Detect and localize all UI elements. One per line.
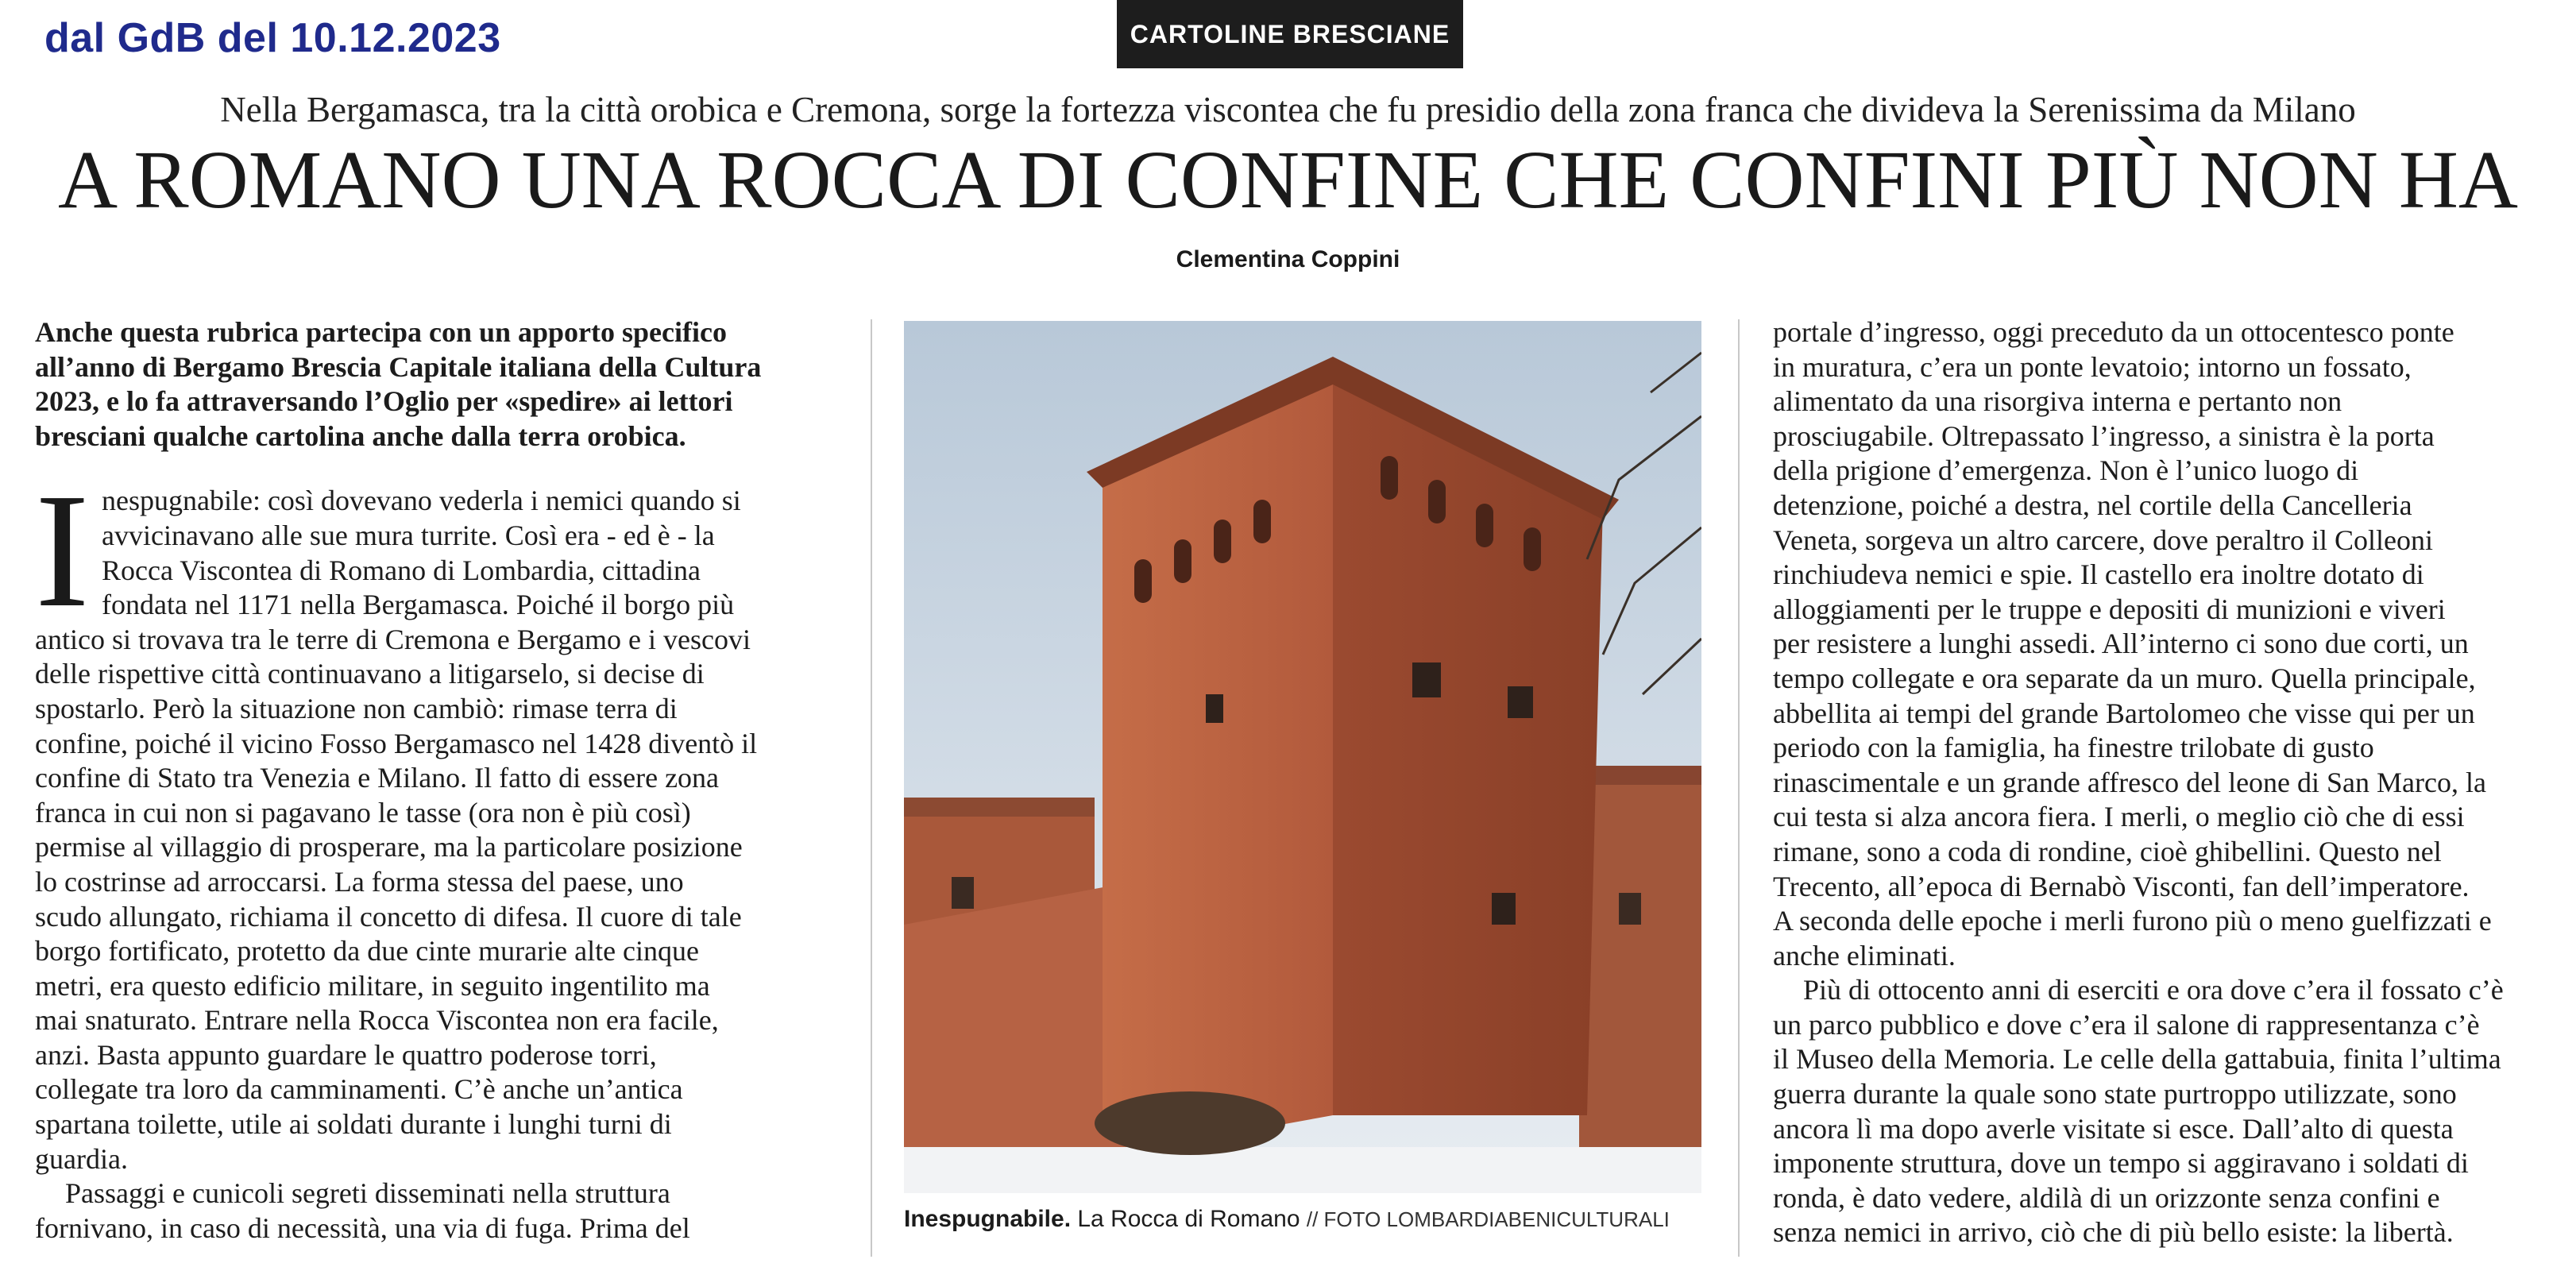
text-line: A seconda delle epoche i merli furono più o meno guelfizzati e [1773,905,2492,937]
text-line: senza nemici in arrivo, ciò che di più bello esiste: la libertà. [1773,1216,2454,1249]
body-right-paragraph-1 [1773,315,2567,973]
text-line: abbellita ai tempi del grande Bartolomeo che visse qui per un [1773,697,2475,729]
column-rule-left [871,319,872,1257]
text-line: Trecento, all’epoca di Bernabò Visconti, fan dell’imperatore. [1773,870,2470,902]
text-line: permise al villaggio di prosperare, ma la particolare posizione [35,831,743,863]
lead-paragraph [35,315,837,454]
text-line: scudo allungato, richiama il concetto di difesa. Il cuore di tale [35,900,742,933]
text-line: per resistere a lunghi assedi. All’interno ci sono due corti, un [1773,628,2469,660]
body-left-paragraph-1 [35,623,837,1177]
text-line: 2023, e lo fa attraversando l’Oglio per «spedire» ai lettori [35,385,733,418]
text-line: spostarlo. Però la situazione non cambiò: rimase terra di [35,692,678,724]
text-line: rimane, sono a coda di rondine, cioè ghibellini. Questo nel [1773,835,2442,867]
text-line: in muratura, c’era un ponte levatoio; intorno un fossato, [1773,350,2412,383]
text-line: il Museo della Memoria. Le celle della gattabuia, finita l’ultima [1773,1043,2501,1076]
text-line: detenzione, poiché a destra, nel cortile della Cancelleria [1773,489,2412,521]
caption-bold: Inespugnabile. [904,1206,1072,1232]
caption-credit: // FOTO LOMBARDIABENICULTURALI [1306,1207,1670,1231]
text-line: Più di ottocento anni di eserciti e ora dove c’era il fossato c’è [1803,974,2504,1006]
kicker: Nella Bergamasca, tra la città orobica e Cremona, sorge la fortezza viscontea che fu presidio della zona franca che divideva la Serenissima da Milano [220,90,2356,129]
photo-rocca [904,321,1701,1193]
caption-text: La Rocca di Romano [1077,1206,1300,1232]
text-line: prosciugabile. Oltrepassato l’ingresso, a sinistra è la porta [1773,419,2435,452]
column-right [1773,315,2567,1250]
text-line: della prigione d’emergenza. Non è l’unico luogo di [1773,454,2359,487]
text-line: imponente struttura, dove un tempo si aggiravano i soldati di [1773,1147,2469,1180]
text-line: nespugnabile: così dovevano vederla i nemici quando si [102,485,741,517]
text-line: ancora lì ma dopo averle visitate si esce. Dall’alto di questa [1773,1112,2454,1145]
headline: A ROMANO UNA ROCCA DI CONFINE CHE CONFINI PIÙ NON HA [57,134,2519,226]
dropcap: I [35,459,90,642]
text-line: antico si trovava tra le terre di Cremona e Bergamo e i vescovi [35,623,751,655]
text-line: confine di Stato tra Venezia e Milano. Il fatto di essere zona [35,762,720,794]
text-line: ronda, è dato vedere, aldilà di un orizzonte senza confini e [1773,1181,2440,1214]
text-line: Rocca Viscontea di Romano di Lombardia, cittadina [102,554,701,586]
text-line: cui testa si alza ancora fiera. I merli, o meglio ciò che di essi [1773,801,2465,833]
text-line: rinchiudeva nemici e spie. Il castello era inoltre dotato di [1773,558,2424,591]
text-line: anche eliminati. [1773,939,1956,971]
text-line: anzi. Basta appunto guardare le quattro poderose torri, [35,1038,657,1071]
text-line: franca in cui non si pagavano le tasse (ora non è più così) [35,796,691,829]
text-line: fornivano, in caso di necessità, una via di fuga. Prima del [35,1211,690,1244]
source-tag: dal GdB del 10.12.2023 [44,15,501,61]
text-line: fondata nel 1171 nella Bergamasca. Poiché il borgo più [102,589,735,621]
text-line: all’anno di Bergamo Brescia Capitale italiana della Cultura [35,350,762,383]
text-line: periodo con la famiglia, ha finestre trilobate di gusto [1773,732,2374,764]
text-line: metri, era questo edificio militare, in seguito ingentilito ma [35,969,710,1002]
text-line: bresciani qualche cartolina anche dalla terra orobica. [35,419,686,452]
byline: Clementina Coppini [1176,246,1400,272]
text-line: rinascimentale e un grande affresco del leone di San Marco, la [1773,766,2486,798]
text-line: tempo collegate e ora separate da un muro. Quella principale, [1773,662,2476,694]
text-line: alloggiamenti per le truppe e depositi di munizioni e viveri [1773,593,2446,625]
text-line: avvicinavano alle sue mura turrite. Così era - ed è - la [102,519,715,551]
text-line: portale d’ingresso, oggi preceduto da un ottocentesco ponte [1773,316,2454,348]
text-line: alimentato da una risorgiva interna e pertanto non [1773,385,2342,418]
text-line: Veneta, sorgeva un altro carcere, dove peraltro il Colleoni [1773,523,2434,556]
text-line: borgo fortificato, protetto da due cinte murarie alte cinque [35,935,700,968]
text-line: guardia. [35,1142,128,1175]
dropcap-lines [35,484,837,622]
text-line: un parco pubblico e dove c’era il salone di rappresentanza c’è [1773,1008,2480,1041]
section-tag: CARTOLINE BRESCIANE [1117,0,1463,68]
text-line: collegate tra loro da camminamenti. C’è anche un’antica [35,1073,683,1106]
body-right-paragraph-2 [1773,973,2567,1250]
text-line: Passaggi e cunicoli segreti disseminati nella struttura [65,1177,670,1210]
text-line: spartana toilette, utile ai soldati durante i lunghi turni di [35,1108,672,1141]
body-left-paragraph-2 [35,1176,837,1246]
column-left [35,315,837,1246]
text-line: mai snaturato. Entrare nella Rocca Viscontea non era facile, [35,1004,719,1037]
text-line: lo costrinse ad arroccarsi. La forma stessa del paese, uno [35,865,684,898]
text-line: guerra durante la quale sono state purtroppo utilizzate, sono [1773,1078,2457,1111]
text-line: delle rispettive città continuavano a litigarselo, si decise di [35,658,705,690]
text-line: Anche questa rubrica partecipa con un apporto specifico [35,316,727,348]
photo-caption [904,1206,1706,1233]
column-rule-right [1738,319,1740,1257]
text-line: confine, poiché il vicino Fosso Bergamasco nel 1428 diventò il [35,727,758,759]
